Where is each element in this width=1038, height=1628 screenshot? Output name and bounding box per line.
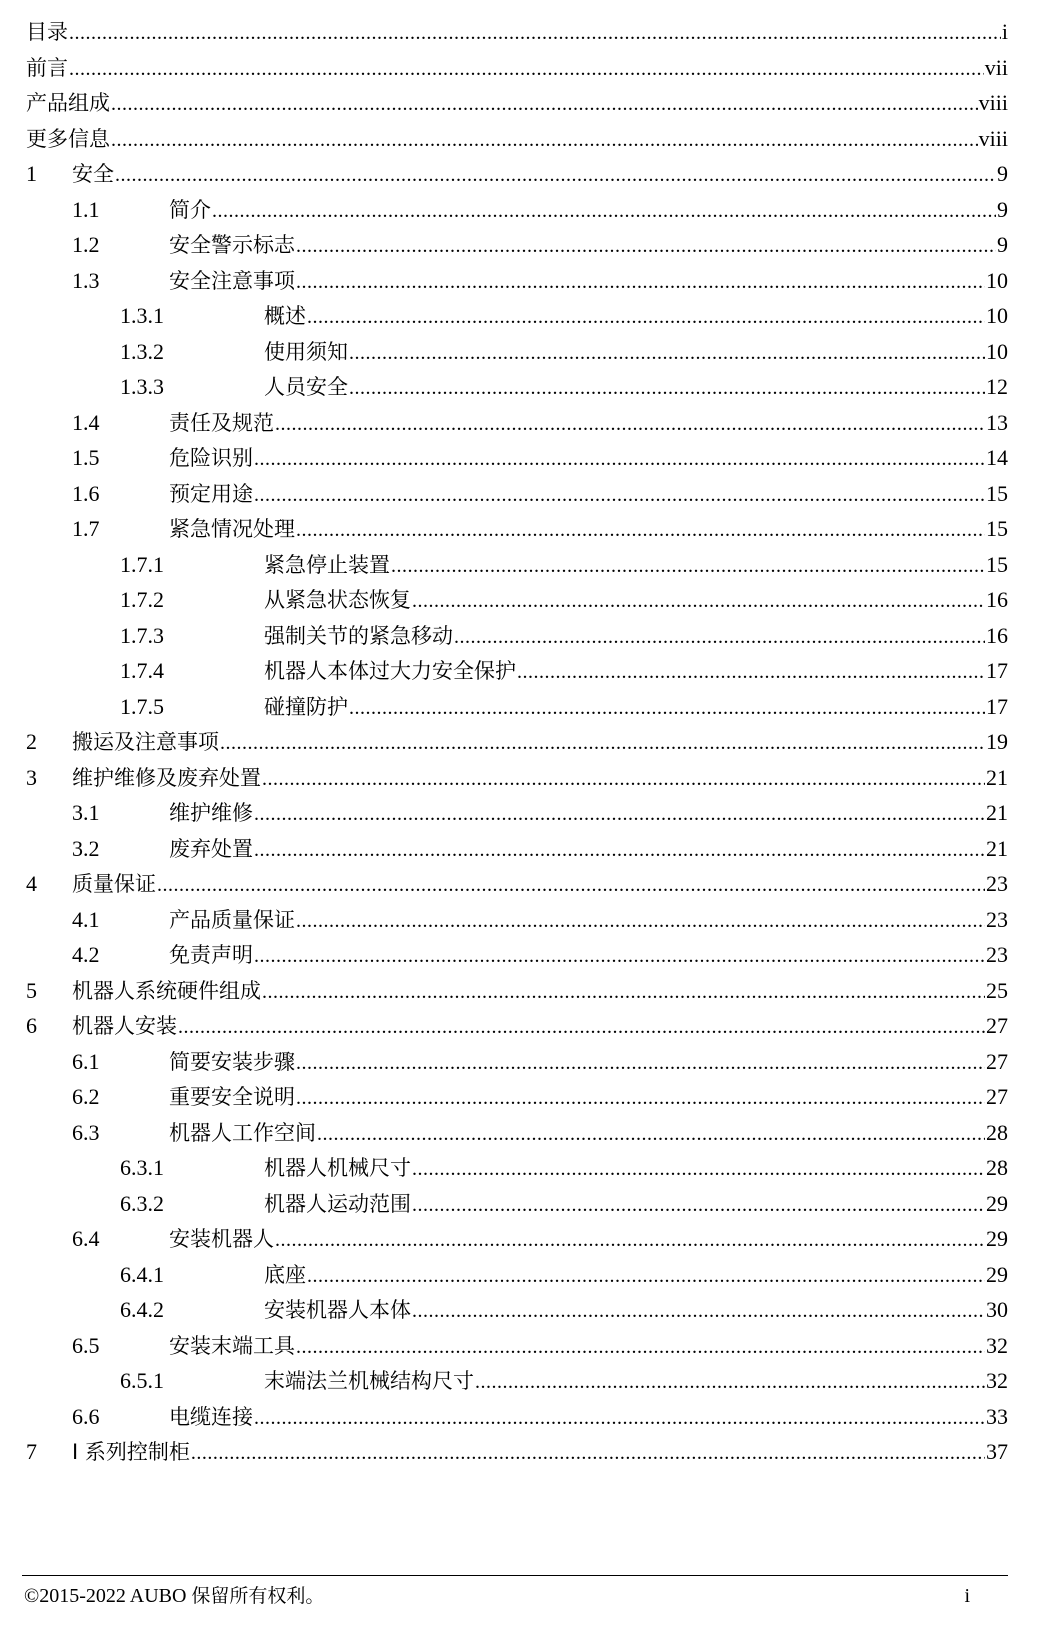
toc-entry-page: 32	[986, 1368, 1008, 1393]
dot-leader	[412, 1152, 985, 1188]
dot-leader	[517, 655, 985, 691]
toc-entry-title: 机器人工作空间	[169, 1120, 316, 1145]
dot-leader	[296, 904, 985, 940]
toc-entry-number: 3.2	[72, 835, 100, 861]
toc-entry-page: 14	[986, 445, 1008, 470]
toc-entry-title: 简要安装步骤	[169, 1049, 295, 1074]
copyright-years-brand: ©2015-2022 AUBO	[24, 1585, 192, 1607]
toc-entry-number: 1.3.1	[120, 303, 164, 328]
toc-entry-number: 1.2	[72, 232, 100, 257]
dot-leader	[275, 1223, 985, 1259]
toc-entry[interactable]	[26, 14, 1008, 50]
toc-entry[interactable]	[26, 724, 1008, 760]
dot-leader	[349, 371, 985, 407]
toc-entry-title: 安装末端工具	[169, 1333, 295, 1358]
dot-leader	[69, 52, 984, 88]
dot-leader	[191, 1436, 985, 1472]
toc-entry-page: 37	[986, 1439, 1008, 1464]
toc-entry[interactable]	[26, 547, 1008, 583]
toc-entry-title: 机器人系统硬件组成	[72, 978, 261, 1003]
toc-entry-number: 6.6	[72, 1403, 100, 1429]
toc-entry[interactable]	[26, 831, 1008, 867]
toc-entry-title: 危险识别	[169, 446, 253, 470]
dot-leader	[296, 229, 996, 265]
toc-entry-number: 1.4	[72, 409, 100, 435]
copyright-notice	[24, 1582, 324, 1610]
dot-leader	[254, 1401, 985, 1437]
toc-entry-number: 7	[26, 1439, 37, 1464]
toc-entry[interactable]	[26, 1186, 1008, 1222]
toc-entry-page: viii	[978, 125, 1008, 151]
toc-entry-number: 1.7.4	[120, 658, 164, 683]
toc-entry-title: 免责声明	[169, 943, 253, 967]
toc-entry-title: 电缆连接	[169, 1404, 253, 1429]
toc-entry-title: 强制关节的紧急移动	[264, 623, 453, 648]
toc-entry-title: 搬运及注意事项	[72, 730, 219, 754]
toc-entry-page: 28	[986, 1155, 1008, 1180]
dot-leader	[111, 87, 978, 123]
dot-leader	[296, 265, 985, 301]
toc-entry-page: 19	[986, 729, 1008, 754]
toc-entry-title: 安全	[72, 162, 114, 186]
toc-entry[interactable]	[26, 511, 1008, 547]
toc-entry-page: 25	[986, 977, 1008, 1003]
toc-entry-number: 1.3.3	[120, 374, 164, 399]
toc-entry-page: 21	[986, 764, 1008, 790]
toc-entry-page: 10	[986, 267, 1008, 293]
toc-entry-number: 6.3	[72, 1119, 100, 1145]
toc-entry-title: 责任及规范	[169, 410, 274, 435]
toc-entry-page: 13	[986, 409, 1008, 435]
toc-entry[interactable]	[26, 85, 1008, 121]
toc-entry[interactable]	[26, 121, 1008, 157]
toc-entry[interactable]	[26, 1399, 1008, 1435]
toc-entry-number: 4.1	[72, 906, 100, 932]
copyright-rights: 保留所有权利。	[191, 1585, 325, 1607]
toc-entry-title: 机器人运动范围	[264, 1191, 411, 1216]
toc-entry-number: 1.7.2	[120, 587, 164, 612]
toc-entry[interactable]	[26, 1221, 1008, 1257]
toc-entry-title: 安全警示标志	[169, 233, 295, 257]
dot-leader	[262, 762, 985, 798]
toc-entry-page: 15	[986, 480, 1008, 506]
toc-entry-title: 安全注意事项	[169, 268, 295, 293]
toc-entry[interactable]	[26, 618, 1008, 654]
toc-entry-title: 维护维修及废弃处置	[72, 765, 261, 790]
toc-entry-page: 12	[986, 374, 1008, 399]
dot-leader	[296, 513, 985, 549]
toc-entry-number: 6	[26, 1013, 37, 1038]
dot-leader	[254, 833, 985, 869]
dot-leader	[254, 442, 985, 478]
toc-entry-page: i	[1001, 19, 1008, 44]
toc-entry-number: 1.7.1	[120, 551, 164, 577]
toc-entry-title: 底座	[264, 1262, 306, 1287]
dot-leader	[115, 158, 996, 194]
toc-entry[interactable]	[26, 405, 1008, 441]
toc-entry-title: 目录	[26, 20, 68, 44]
toc-entry-title: 机器人安装	[72, 1014, 177, 1038]
toc-entry-number: 6.5	[72, 1332, 100, 1358]
toc-entry-title: 从紧急状态恢复	[264, 588, 411, 612]
dot-leader	[69, 16, 1001, 52]
toc-entry[interactable]	[26, 1044, 1008, 1080]
dot-leader	[412, 1294, 985, 1330]
toc-entry-number: 6.3.1	[120, 1155, 164, 1180]
toc-entry-page: 32	[986, 1332, 1008, 1358]
page-footer	[24, 1582, 970, 1610]
toc-entry-number: 6.4	[72, 1226, 100, 1251]
toc-entry[interactable]	[26, 1434, 1008, 1470]
dot-leader	[317, 1117, 985, 1153]
toc-entry-page: 17	[986, 658, 1008, 683]
dot-leader	[178, 1010, 985, 1046]
footer-divider	[22, 1575, 1008, 1576]
toc-entry[interactable]	[26, 50, 1008, 86]
toc-entry-page: 10	[986, 338, 1008, 364]
toc-entry-number: 4.2	[72, 942, 100, 967]
toc-entry-page: 28	[986, 1119, 1008, 1145]
toc-entry-title: 碰撞防护	[264, 694, 348, 719]
toc-entry-title: 机器人机械尺寸	[264, 1156, 411, 1180]
dot-leader	[254, 478, 985, 514]
toc-entry-page: 29	[986, 1226, 1008, 1251]
toc-entry-title: 紧急情况处理	[169, 517, 295, 541]
toc-entry[interactable]	[26, 476, 1008, 512]
dot-leader	[391, 549, 985, 585]
toc-entry[interactable]	[26, 866, 1008, 902]
toc-entry-title: 重要安全说明	[169, 1085, 295, 1109]
toc-entry[interactable]	[26, 263, 1008, 299]
toc-entry-number: 3	[26, 764, 37, 790]
toc-entry-title: 机器人本体过大力安全保护	[264, 659, 516, 683]
toc-entry[interactable]	[26, 1150, 1008, 1186]
dot-leader	[220, 726, 985, 762]
dot-leader	[307, 300, 985, 336]
toc-entry-number: 6.3.2	[120, 1190, 164, 1216]
toc-entry-page: 10	[986, 303, 1008, 328]
toc-entry[interactable]	[26, 1292, 1008, 1328]
toc-entry-title: 质量保证	[72, 872, 156, 896]
toc-entry[interactable]	[26, 937, 1008, 973]
toc-entry[interactable]	[26, 1008, 1008, 1044]
toc-entry-page: 23	[986, 942, 1008, 967]
toc-entry-page: viii	[978, 90, 1008, 115]
toc-entry-title: 废弃处置	[169, 836, 253, 861]
toc-entry-title: 简介	[169, 197, 211, 222]
dot-leader	[296, 1081, 985, 1117]
toc-entry-number: 6.4.2	[120, 1297, 164, 1322]
toc-entry[interactable]	[26, 973, 1008, 1009]
toc-entry-title: 末端法兰机械结构尺寸	[264, 1369, 474, 1393]
toc-entry[interactable]	[26, 156, 1008, 192]
toc-entry-number: 4	[26, 871, 37, 896]
toc-entry-page: 21	[986, 835, 1008, 861]
toc-entry-number: 1.3.2	[120, 338, 164, 364]
toc-entry-number: 1.6	[72, 480, 100, 506]
dot-leader	[262, 975, 985, 1011]
toc-entry-title: I 系列控制柜	[72, 1440, 190, 1464]
toc-entry-title: 概述	[264, 304, 306, 328]
toc-entry-page: 16	[986, 587, 1008, 612]
toc-entry[interactable]	[26, 760, 1008, 796]
toc-entry-page: 27	[986, 1084, 1008, 1109]
toc-entry-page: 17	[986, 693, 1008, 719]
toc-entry-number: 6.4.1	[120, 1261, 164, 1287]
dot-leader	[349, 691, 985, 727]
toc-entry-number: 1	[26, 161, 37, 186]
toc-entry-page: 23	[986, 906, 1008, 932]
toc-entry[interactable]	[26, 1328, 1008, 1364]
toc-entry-page: 30	[986, 1297, 1008, 1322]
toc-entry-title: 维护维修	[169, 801, 253, 825]
toc-entry-page: 15	[986, 516, 1008, 541]
toc-entry[interactable]	[26, 795, 1008, 831]
toc-entry-page: 33	[986, 1403, 1008, 1429]
toc-entry-number: 6.1	[72, 1048, 100, 1074]
toc-entry-title: 紧急停止装置	[264, 552, 390, 577]
dot-leader	[296, 1330, 985, 1366]
dot-leader	[454, 620, 985, 656]
toc-entry-page: 15	[986, 551, 1008, 577]
toc-entry-number: 1.1	[72, 196, 100, 222]
toc-entry[interactable]	[26, 1079, 1008, 1115]
dot-leader	[307, 1259, 985, 1295]
page-number: i	[964, 1585, 970, 1607]
toc-entry-number: 1.5	[72, 445, 100, 470]
dot-leader	[157, 868, 985, 904]
toc-entry[interactable]	[26, 582, 1008, 618]
toc-entry-number: 6.5.1	[120, 1368, 164, 1393]
toc-entry[interactable]	[26, 1363, 1008, 1399]
toc-entry-page: 9	[997, 196, 1008, 222]
dot-leader	[412, 584, 985, 620]
dot-leader	[475, 1365, 985, 1401]
toc-entry-title: 安装机器人本体	[264, 1298, 411, 1322]
toc-entry-page: 23	[986, 871, 1008, 896]
toc-entry[interactable]	[26, 192, 1008, 228]
toc-entry-page: 9	[997, 161, 1008, 186]
toc-entry[interactable]	[26, 902, 1008, 938]
toc-entry-number: 1.7	[72, 516, 100, 541]
dot-leader	[254, 939, 985, 975]
toc-entry-page: 27	[986, 1048, 1008, 1074]
dot-leader	[111, 123, 978, 159]
toc-entry[interactable]	[26, 334, 1008, 370]
table-of-contents	[26, 14, 1008, 1470]
toc-entry-page: 21	[986, 800, 1008, 825]
toc-entry[interactable]	[26, 653, 1008, 689]
toc-entry-number: 2	[26, 729, 37, 754]
toc-entry[interactable]	[26, 227, 1008, 263]
toc-entry[interactable]	[26, 1115, 1008, 1151]
toc-entry-number: 6.2	[72, 1084, 100, 1109]
dot-leader	[296, 1046, 985, 1082]
toc-entry-number: 1.7.3	[120, 622, 164, 648]
toc-entry[interactable]	[26, 298, 1008, 334]
dot-leader	[412, 1188, 985, 1224]
toc-entry-page: vii	[984, 54, 1008, 80]
toc-entry-title: 前言	[26, 55, 68, 80]
toc-entry-page: 16	[986, 622, 1008, 648]
toc-entry-number: 1.7.5	[120, 693, 164, 719]
toc-entry[interactable]	[26, 689, 1008, 725]
dot-leader	[254, 797, 985, 833]
toc-entry[interactable]	[26, 369, 1008, 405]
toc-entry-number: 3.1	[72, 800, 100, 825]
toc-entry-title: 安装机器人	[169, 1227, 274, 1251]
toc-entry[interactable]	[26, 440, 1008, 476]
toc-entry-page: 29	[986, 1261, 1008, 1287]
toc-entry-page: 27	[986, 1013, 1008, 1038]
toc-entry-title: 产品质量保证	[169, 907, 295, 932]
toc-entry-number: 1.3	[72, 267, 100, 293]
dot-leader	[275, 407, 985, 443]
toc-entry-title: 更多信息	[26, 126, 110, 151]
toc-entry-title: 使用须知	[264, 339, 348, 364]
toc-entry-title: 预定用途	[169, 481, 253, 506]
dot-leader	[349, 336, 985, 372]
dot-leader	[212, 194, 996, 230]
toc-entry-page: 9	[997, 232, 1008, 257]
toc-entry[interactable]	[26, 1257, 1008, 1293]
toc-entry-title: 人员安全	[264, 375, 348, 399]
toc-entry-title: 产品组成	[26, 91, 110, 115]
toc-entry-number: 5	[26, 977, 37, 1003]
toc-entry-page: 29	[986, 1190, 1008, 1216]
